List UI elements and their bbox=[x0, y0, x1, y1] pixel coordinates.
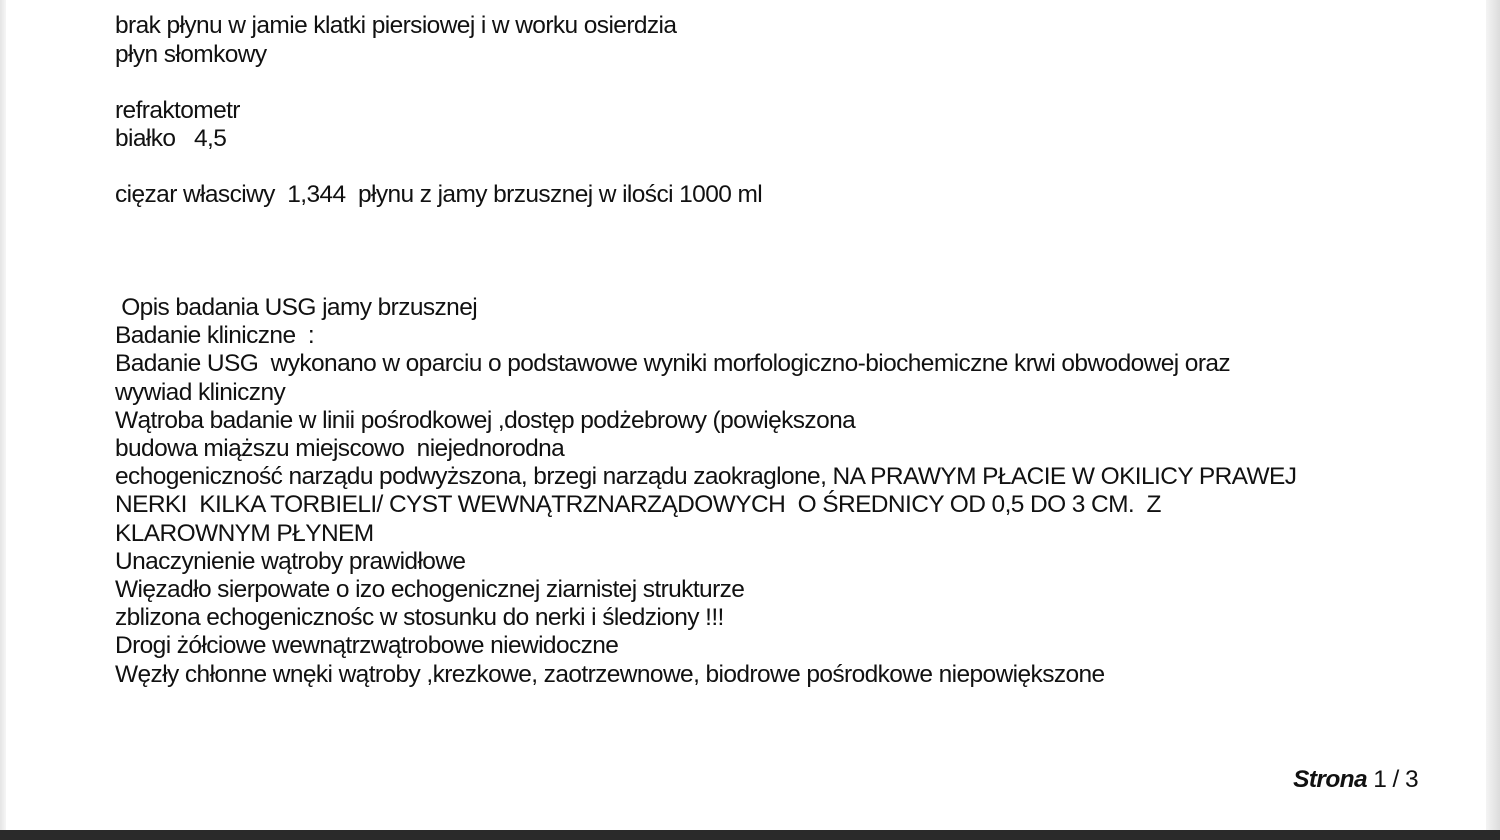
doc-line: refraktometr bbox=[115, 97, 240, 124]
doc-line: Badanie kliniczne : bbox=[115, 322, 315, 349]
document-page bbox=[6, 0, 1486, 830]
doc-line: białko 4,5 bbox=[115, 125, 227, 152]
doc-line: Drogi żółciowe wewnątrzwątrobowe niewidoczne bbox=[115, 632, 619, 659]
doc-line: brak płynu w jamie klatki piersiowej i w worku osierdzia bbox=[115, 12, 677, 39]
doc-line: Węzły chłonne wnęki wątroby ,krezkowe, zaotrzewnowe, biodrowe pośrodkowe niepowiększone bbox=[115, 661, 1105, 688]
doc-line: płyn słomkowy bbox=[115, 41, 267, 68]
page-number bbox=[1293, 766, 1418, 794]
doc-line: NERKI KILKA TORBIELI/ CYST WEWNĄTRZNARZĄDOWYCH O ŚREDNICY OD 0,5 DO 3 CM. Z bbox=[115, 491, 1161, 518]
doc-line: cięzar własciwy 1,344 płynu z jamy brzusznej w ilości 1000 ml bbox=[115, 181, 763, 208]
viewer-right-edge bbox=[1486, 0, 1500, 840]
doc-line: echogeniczność narządu podwyższona, brzegi narządu zaokraglone, NA PRAWYM PŁACIE W OKILICY PRAWEJ bbox=[115, 463, 1297, 490]
section-title: Opis badania USG jamy brzusznej bbox=[115, 294, 478, 321]
doc-line: budowa miąższu miejscowo niejednorodna bbox=[115, 435, 565, 462]
viewer-bottom-edge bbox=[0, 830, 1500, 840]
doc-line: Badanie USG wykonano w oparciu o podstawowe wyniki morfologiczno-biochemiczne krwi obwodowej oraz bbox=[115, 350, 1231, 377]
doc-line: Unaczynienie wątroby prawidłowe bbox=[115, 548, 466, 575]
page-total: / 3 bbox=[1392, 766, 1418, 793]
doc-line: Wątroba badanie w linii pośrodkowej ,dostęp podżebrowy (powiększona bbox=[115, 407, 856, 434]
doc-line: zblizona echogenicznośc w stosunku do nerki i śledziony !!! bbox=[115, 604, 724, 631]
page-label: Strona bbox=[1293, 766, 1368, 793]
doc-line: KLAROWNYM PŁYNEM bbox=[115, 520, 374, 547]
doc-line: Więzadło sierpowate o izo echogenicznej ziarnistej strukturze bbox=[115, 576, 745, 603]
page-current: 1 bbox=[1373, 766, 1387, 793]
doc-line: wywiad kliniczny bbox=[115, 379, 286, 406]
